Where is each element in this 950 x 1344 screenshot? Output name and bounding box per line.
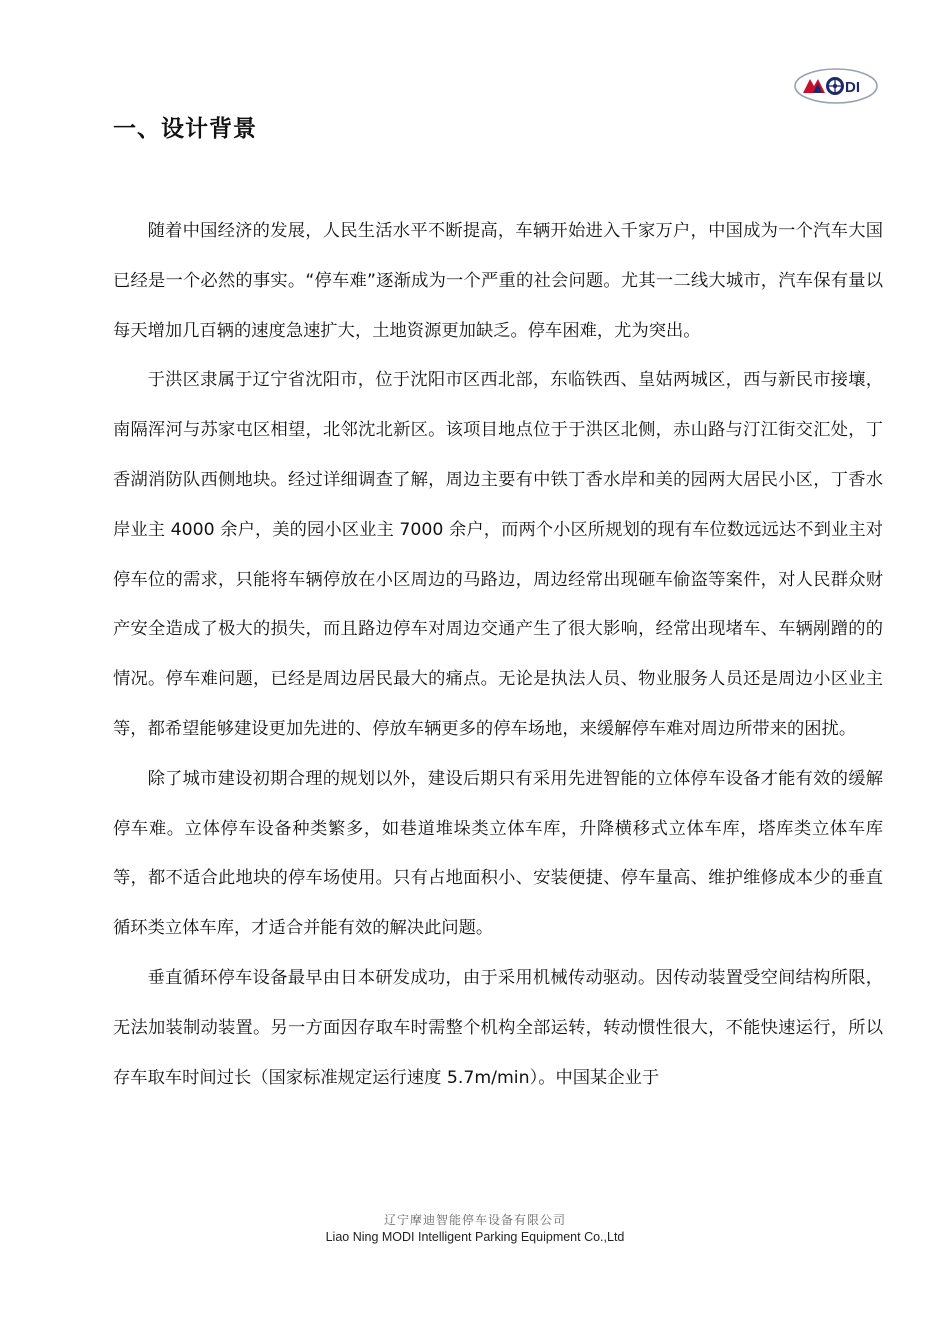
section-heading: 一、设计背景 (113, 116, 257, 142)
svg-text:DI: DI (845, 79, 860, 96)
paragraph-site: 于洪区隶属于辽宁省沈阳市，位于沈阳市区西北部，东临铁西、皇姑两城区，西与新民市接壤，南隔浑河与苏家屯区相望，北邻沈北新区。该项目地点位于于洪区北侧，赤山路与汀江街交汇处，丁香湖消防队西侧地块。经过详细调查了解，周边主要有中铁丁香水岸和美的园两大居民小区，丁香水岸业主 4000 余户，美的园小区业主 7000 余户，而两个小区所规划的现有车位数远远达不到业主对停车位的需求，只能将车辆停放在小区周边的马路边，周边经常出现砸车偷盗等案件，对人民群众财产安全造成了极大的损失，而且路边停车对周边交通产生了很大影响，经常出现堵车、车辆剐蹭的的情况。停车难问题，已经是周边居民最大的痛点。无论是执法人员、物业服务人员还是周边小区业主等，都希望能够建设更加先进的、停放车辆更多的停车场地，来缓解停车难对周边所带来的困扰。 (113, 370, 883, 739)
paragraph-history: 垂直循环停车设备最早由日本研发成功，由于采用机械传动驱动。因传动装置受空间结构所限，无法加装制动装置。另一方面因存取车时需整个机构全部运转，转动惯性很大，不能快速运行，所以存车取车时间过长（国家标准规定运行速度 5.7m/min）。中国某企业于 (113, 967, 883, 1088)
body-text (113, 207, 883, 1103)
page-footer (0, 1212, 950, 1246)
footer-company-cn: 辽宁摩迪智能停车设备有限公司 (383, 1213, 566, 1227)
modi-logo-icon (793, 66, 879, 106)
paragraph-solution: 除了城市建设初期合理的规划以外，建设后期只有采用先进智能的立体停车设备才能有效的缓解停车难。立体停车设备种类繁多，如巷道堆垛类立体车库，升降横移式立体车库，塔库类立体车库等，都不适合此地块的停车场使用。只有占地面积小、安装便捷、停车量高、维护维修成本少的垂直循环类立体车库，才适合并能有效的解决此问题。 (113, 768, 883, 939)
company-logo (793, 66, 879, 106)
footer-company-en: Liao Ning MODI Intelligent Parking Equipment Co.,Ltd (325, 1230, 625, 1244)
paragraph-background: 随着中国经济的发展，人民生活水平不断提高，车辆开始进入千家万户，中国成为一个汽车大国已经是一个必然的事实。“停车难”逐渐成为一个严重的社会问题。尤其一二线大城市，汽车保有量以每天增加几百辆的速度急速扩大，土地资源更加缺乏。停车困难，尤为突出。 (113, 221, 883, 341)
